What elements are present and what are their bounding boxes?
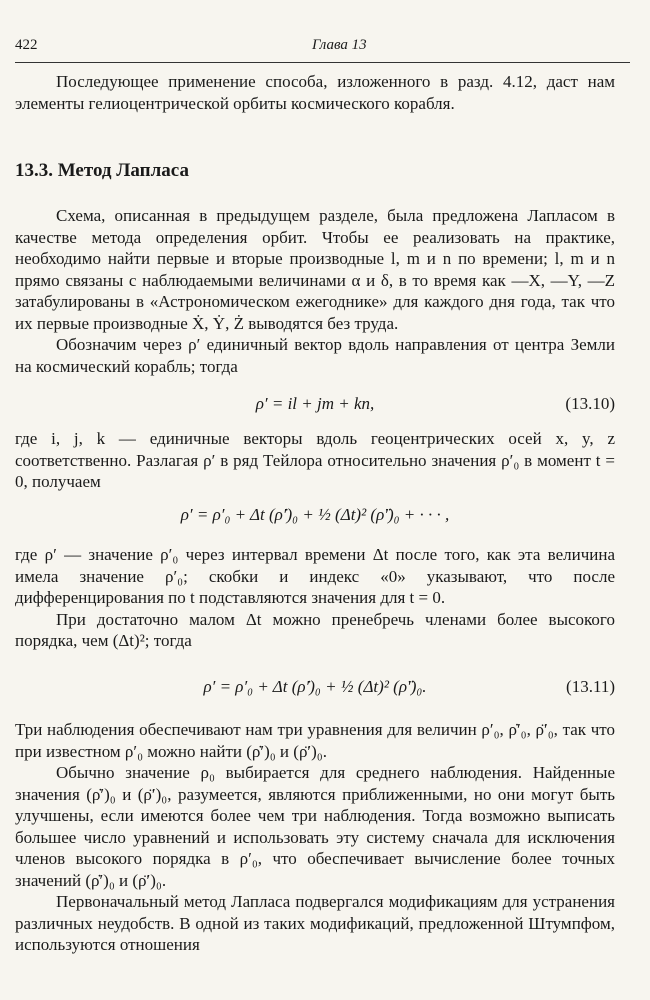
paragraph-7: Обычно значение ρ₀ выбирается для среднего наблюдения. Найденные значения (ρ̇′)₀ и (ρ̈′)₀, разумеется, являются приближенными, но они могут быть улучшены, если имеются более чем три наблюдения. Тогда возможно выписать большее число уравнений и использовать эту систему сначала для исключения членов высокого порядка в ρ′₀, что обеспечивает вычисление более точных значений (ρ̇′)₀ и (ρ̈′)₀. — [15, 763, 615, 890]
chapter-title: Глава 13 — [312, 37, 367, 53]
text-block-3 — [15, 544, 615, 652]
paragraph-3: где i, j, k — единичные векторы вдоль геоцентрических осей x, y, z соответственно. Разлагая ρ′ в ряд Тейлора относительно значения ρ′₀ в момент t = 0, получаем — [15, 429, 615, 491]
formula-13-10-number: (13.10) — [565, 394, 615, 413]
paragraph-1: Схема, описанная в предыдущем разделе, была предложена Лапласом в качестве метода определения орбит. Чтобы ее реализовать на практике, необходимо найти первые и вторые производные l, m и n по времени; l, m и n прямо связаны с наблюдаемыми величинами α и δ, в то время как —X, —Y, —Z затабулированы в «Астрономическом ежегоднике» для каждого дня года, так что их первые производные Ẋ, Ẏ, Ż выводятся без труда. — [15, 206, 615, 333]
formula-taylor — [15, 502, 615, 528]
text-block-1 — [15, 205, 615, 377]
formula-13-11-number: (13.11) — [566, 677, 615, 696]
formula-13-10 — [15, 391, 615, 417]
intro-paragraph: Последующее применение способа, изложенного в разд. 4.12, даст нам элементы гелиоцентрической орбиты космического корабля. — [15, 72, 615, 113]
paragraph-6: Три наблюдения обеспечивают нам три уравнения для величин ρ′₀, ρ̇′₀, ρ̈′₀, так что при известном ρ′₀ можно найти (ρ̇′)₀ и (ρ̈′)₀. — [15, 720, 615, 761]
paragraph-2: Обозначим через ρ′ единичный вектор вдоль направления от центра Земли на космический корабль; тогда — [15, 335, 615, 376]
paragraph-4: где ρ′ — значение ρ′₀ через интервал времени Δt после того, как эта величина имела значение ρ′₀; скобки и индекс «0» указывают, что после дифференцирования по t подставляются значения для t = 0. — [15, 545, 615, 607]
paragraph-8: Первоначальный метод Лапласа подвергался модификациям для устранения различных неудобств. В одной из таких модификаций, предложенной Штумпфом, используются отношения — [15, 892, 615, 954]
section-title: 13.3. Метод Лапласа — [15, 160, 189, 181]
intro-block — [15, 71, 615, 114]
formula-13-10-expression: ρ′ = il + jm + kn, — [255, 394, 375, 413]
formula-13-11-expression: ρ′ = ρ′₀ + Δt (ρ̇′)₀ + ½ (Δt)² (ρ̈′)₀. — [203, 677, 427, 696]
formula-13-11 — [15, 674, 615, 700]
text-block-4 — [15, 719, 615, 956]
paragraph-5: При достаточно малом Δt можно пренебречь членами более высокого порядка, чем (Δt)²; тогда — [15, 609, 615, 650]
header-rule — [15, 62, 630, 63]
formula-taylor-expression: ρ′ = ρ′₀ + Δt (ρ̇′)₀ + ½ (Δt)² (ρ̈′)₀ + · · · , — [180, 505, 450, 524]
page-number: 422 — [15, 37, 38, 53]
text-block-2 — [15, 428, 615, 493]
